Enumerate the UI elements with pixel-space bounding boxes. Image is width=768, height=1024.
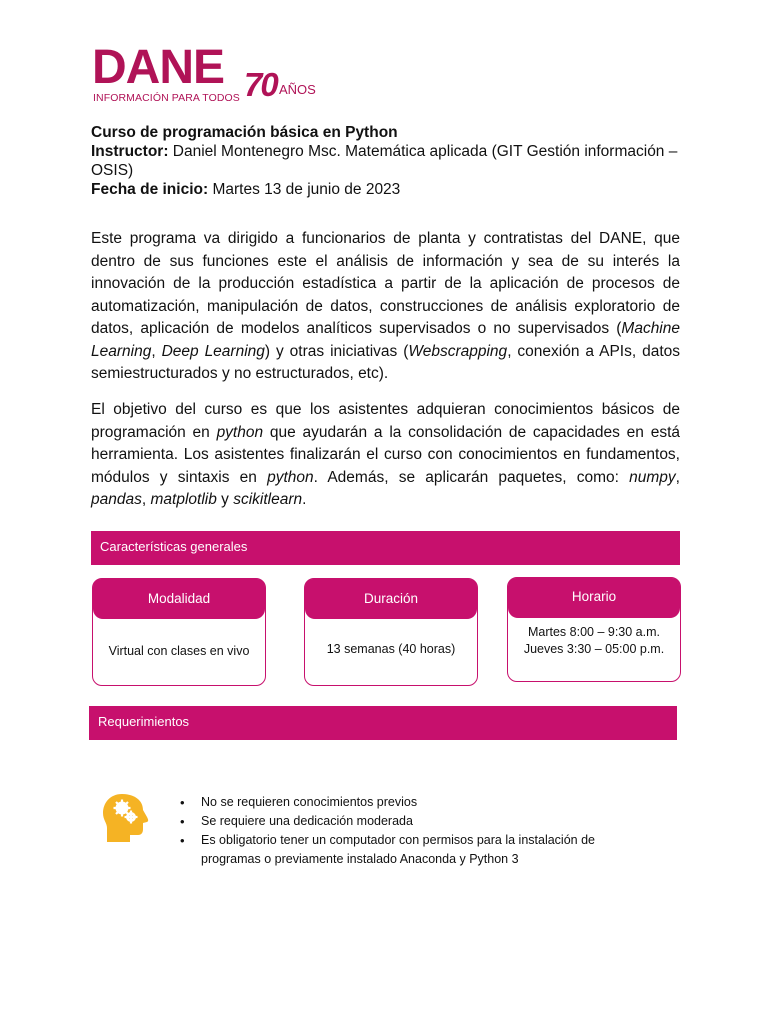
modality-value: Virtual con clases en vivo <box>108 644 250 658</box>
anniversary-number: 70 <box>244 66 277 103</box>
schedule-card <box>507 577 681 682</box>
modality-card <box>92 578 266 686</box>
obj-python: python <box>267 468 314 486</box>
duration-card <box>304 578 478 686</box>
program-description <box>91 228 680 386</box>
pkg-matplotlib: matplotlib <box>150 491 217 508</box>
instructor-value: Daniel Montenegro Msc. Matemática aplicada (GIT Gestión información – OSIS) <box>91 143 678 179</box>
features-band: Características generales <box>91 531 680 565</box>
logo-name: DANE <box>92 41 225 94</box>
duration-value: 13 semanas (40 horas) <box>326 642 456 656</box>
obj-text: , <box>675 468 680 486</box>
start-date-value: Martes 13 de junio de 2023 <box>208 181 401 198</box>
obj-text: . <box>302 491 307 508</box>
obj-python: python <box>216 423 264 441</box>
desc-text: , <box>151 342 162 360</box>
pkg-pandas: pandas <box>91 491 142 508</box>
instructor-label: Instructor: <box>91 143 169 160</box>
list-item: • No se requieren conocimientos previos <box>183 793 653 812</box>
schedule-title: Horario <box>508 578 680 618</box>
course-header <box>91 123 681 199</box>
list-item: • Se requiere una dedicación moderada <box>183 812 653 831</box>
logo-tagline: INFORMACIÓN PARA TODOS <box>93 92 240 104</box>
obj-text: , <box>141 491 151 508</box>
start-date-label: Fecha de inicio: <box>91 181 209 198</box>
pkg-scikitlearn: scikitlearn <box>233 491 303 508</box>
schedule-line-1: Martes 8:00 – 9:30 a.m. <box>527 625 660 639</box>
schedule-line-2: Jueves 3:30 – 05:00 p.m. <box>523 642 665 656</box>
obj-text: que ayudarán a la consolidación de capacidades en está herramienta. Los asistentes finalizarán el curso con conocimientos en fundamentos, módulos y sintaxis en <box>91 423 680 486</box>
desc-ml: Machine Learning <box>91 320 680 360</box>
desc-text: Este programa va dirigido a funcionarios de planta y contratistas del DANE, que dentro de sus funciones este el análisis de información y sea de su interés la innovación de la producción estadística a partir de la aplicación de procesos de automatización, manipulación de datos, construcciones de análisis exploratorio de datos, aplicación de modelos analíticos supervisados o no supervisados ( <box>91 230 680 337</box>
desc-text: , conexión a APIs, datos semiestructurados y no estructurados, etc). <box>91 342 680 382</box>
obj-text: y <box>216 491 234 508</box>
requirements-list <box>183 793 653 869</box>
duration-title: Duración <box>305 579 477 619</box>
list-item: • Es obligatorio tener un computador con permisos para la instalación de programas o previamente instalado Anaconda y Python 3 <box>183 831 653 869</box>
obj-text: . Además, se aplicarán paquetes, como: <box>313 468 630 486</box>
anniversary-word: AÑOS <box>279 82 316 97</box>
obj-text: El objetivo del curso es que los asistentes adquieran conocimientos básicos de programación en <box>91 401 680 441</box>
course-title: Curso de programación básica en Python <box>91 124 398 141</box>
course-objective <box>91 399 680 512</box>
head-with-gears-icon <box>100 790 156 846</box>
requirements-band: Requerimientos <box>89 706 677 740</box>
desc-ws: Webscrapping <box>408 342 508 360</box>
pkg-numpy: numpy <box>629 468 676 486</box>
modality-title: Modalidad <box>93 579 265 619</box>
desc-dl: Deep Learning <box>161 342 265 360</box>
dane-logo <box>92 41 332 110</box>
desc-text: ) y otras iniciativas ( <box>264 342 409 360</box>
